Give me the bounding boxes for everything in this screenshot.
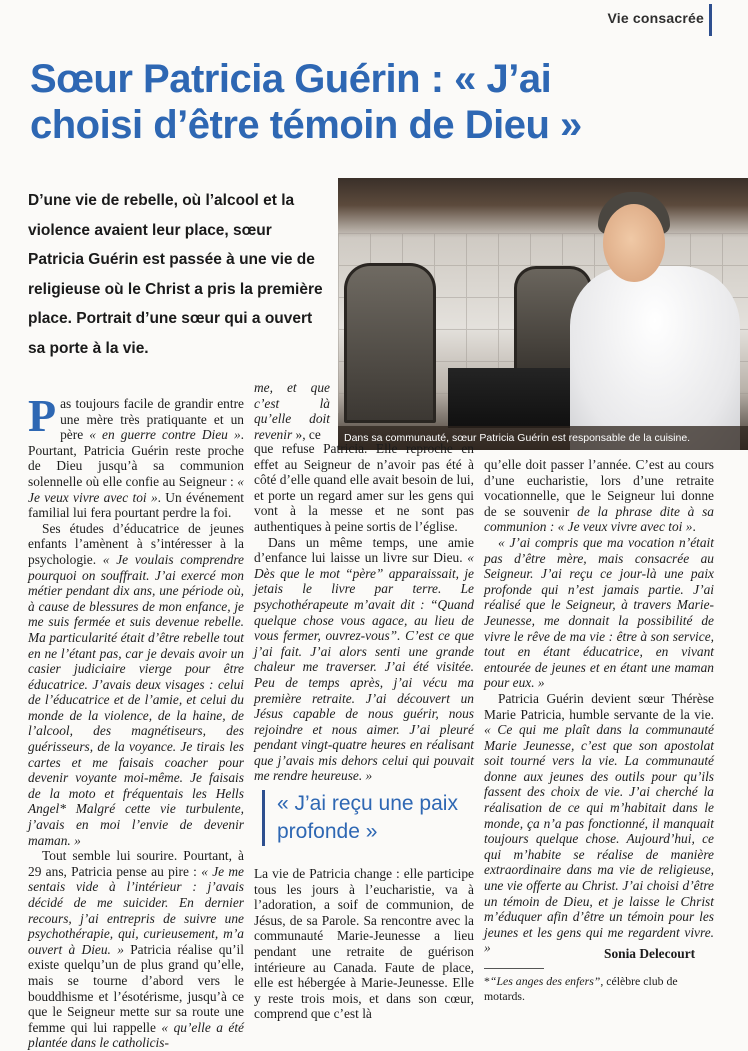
- quote-run: « Je veux vivre avec toi »: [28, 473, 244, 505]
- text-run: .: [692, 519, 696, 535]
- footnote-marker: *: [484, 974, 490, 988]
- article-title: [30, 56, 730, 148]
- photo-caption: Dans sa communauté, sœur Patricia Guérin est responsable de la cuisine.: [338, 426, 748, 450]
- footnote-divider: [484, 968, 544, 969]
- column-2: [254, 441, 474, 784]
- paragraph: [28, 848, 244, 1051]
- quote-run: « Dès que le mot “père” apparaissait, je jetais le livre par terre. Le psychothérapeute m’avait dit : “Quand quelque chose vous agace, au lieu de vous fermer, ouvrez-vous”. C’est ce que j’ai fait. J’ai alors senti une grande chaleur me traverser. J’ai été visitée. Peu de temps après, j’ai vécu ma première retraite. J’ai découvert un Jésus capable de nous guérir, nous rejoindre et nous aimer. J’ai pleuré pendant vingt-quatre heures en réalisant que j’avais mis dehors celui qui pouvait me rendre heureuse. »: [254, 550, 474, 784]
- paragraph: [28, 521, 244, 848]
- quote-run: « Je voulais comprendre pourquoi on souffrait. J’ai exercé mon métier pendant dix ans, une période où, à cause de blessures de mon enfance, je me suis fermée et suis devenue rebelle. Ma particularité était d’être rebelle tout en ne l’étant pas, car je devais avoir un casier judiciaire vierge pour être éducatrice. J’avais deux visages : celui de l’éducatrice et de l’amie, et celui du monde de la violence, de la haine, de l’alcool, des magnétiseurs, des guérisseurs, de la voyance. Je tirais les cartes et me faisais coacher pour devenir voyante moi-même. Je faisais de la moto et fréquentais les Hells Angel* Malgré cette vie turbulente, j’avais en moi l’envie de devenir maman. »: [28, 551, 244, 848]
- quote-run: « Je me sentais vide à l’intérieur : j’avais décidé de me suicider. En dernier recours, j’ai entrepris de suivre une psychothérapie, qui, curieusement, m’a ouvert à Dieu. »: [28, 863, 244, 957]
- title-bold: Sœur Patricia Guérin :: [30, 57, 444, 101]
- title-line1-rest: « J’ai: [443, 57, 552, 101]
- text-run: . Un événement familial lui fera pourtant perdre la foi.: [28, 489, 244, 521]
- text-run: », ce: [292, 426, 321, 442]
- text-run: qu’elle doit passer l’année. C’est au cours d’une eucharistie, lors d’une retraite vocationnelle, que le Seigneur lui donne de se souvenir: [484, 457, 714, 519]
- paragraph: [254, 535, 474, 785]
- quote-run: me, et que c’est là qu’elle doit revenir: [254, 380, 330, 442]
- section-bar: [709, 4, 712, 36]
- paragraph: [484, 691, 714, 956]
- article-lead: D’une vie de rebelle, où l’alcool et la violence avaient leur place, sœur Patricia Guérin est passée à une vie de religieuse où le Christ a pris la première place. Portrait d’une sœur qui a ouvert sa porte à la vie.: [28, 192, 323, 357]
- quote-run: « en guerre contre Dieu »: [89, 427, 241, 443]
- text-run: Dans un même temps, une amie d’enfance lui laisse un livre sur Dieu.: [254, 534, 474, 566]
- paragraph: [28, 390, 245, 521]
- title-line2: choisi d’être témoin de Dieu »: [30, 103, 582, 147]
- paragraph: [484, 535, 714, 691]
- paragraph: que refuse Patricia. Elle reproche en effet au Seigneur de n’avoir pas été à côté d’elle quand elle avait besoin de lui, et porte un regard amer sur les gens qui vont à la messe et ne sont pas authentiques à peine sortis de l’église.: [254, 441, 474, 534]
- pull-quote: « J’ai reçu une paix profonde »: [262, 790, 472, 846]
- photo-oven-left: [344, 263, 436, 423]
- paragraph: [484, 457, 714, 535]
- text-run: Tout semble lui sourire. Pourtant, à 29 ans, Patricia pense au pire :: [28, 848, 244, 879]
- photo-person-face: [603, 204, 665, 282]
- text-run: as toujours facile de grandir entre une mère très pratiquante et un père: [60, 396, 244, 443]
- text-run: Patricia réalise qu’il existe quelqu’un de plus grand qu’elle, mais se tourne d’abord vers le bouddhisme et l’ésotérisme, jusqu’à ce que le Seigneur mette sur sa route une femme qui lui rappelle: [28, 941, 244, 1035]
- column-2-top: [254, 380, 330, 442]
- quote-run: « J’ai compris que ma vocation n’était pas d’être mère, mais consacrée au Seigneur. J’ai reçu ce jour-là une paix profonde qui n’est jamais partie. J’ai réalisé que le Seigneur, à travers Marie-Jeunesse, me donnait la possibilité de vivre le rêve de ma vie : être à son service, tout en étant éducatrice, en vivant entourée de jeunes et en étant une maman pour eux. »: [484, 534, 714, 691]
- paragraph: La vie de Patricia change : elle participe tous les jours à l’eucharistie, va à l’adoration, a soif de communion, de Jésus, de sa Parole. Sa rencontre avec la communauté Marie-Jeunesse a lieu pendant une retraite de guérison intérieure au Canada. Faute de place, elle est hébergée à Marie-Jeunesse. Elle y reste trois mois, et dans son cœur, comprend que c’est là: [254, 866, 474, 1022]
- drop-cap: P: [28, 390, 57, 441]
- column-1: [28, 390, 245, 1051]
- footnote: [484, 974, 714, 1004]
- text-run: Patricia Guérin devient sœur Thérèse Marie Patricia, humble servante de la vie.: [484, 690, 714, 722]
- author-signature: Sonia Delecourt: [604, 946, 696, 961]
- paragraph: [254, 380, 330, 442]
- quote-run: de la phrase dite à sa communion : « Je veux vivre avec toi »: [484, 503, 714, 535]
- quote-run: « qu’elle a été plantée dans le catholicis-: [28, 1019, 245, 1051]
- column-3: [484, 457, 714, 956]
- footnote-text: , célèbre club de motards.: [484, 974, 678, 1003]
- text-run: . Pourtant, Patricia Guérin reste proche de Dieu jusqu’à sa communion solennelle où elle confie au Seigneur :: [28, 427, 245, 489]
- text-run: Ses études d’éducatrice de jeunes enfants l’amènent à s’intéresser à la psychologie.: [28, 520, 244, 567]
- photo-person-body: [570, 266, 740, 450]
- footnote-term: “Les anges des enfers”: [489, 974, 601, 988]
- article-photo: [338, 178, 748, 450]
- column-2-bottom: [254, 866, 474, 1022]
- quote-run: « Ce qui me plaît dans la communauté Marie Jeunesse, c’est que son apostolat soit tourné vers la vie. La communauté donne aux jeunes des outils pour qu’ils fassent des choix de vie. J’ai cherché la réalisation de ce qui m’habitait dans le monde, ça n’a pas fonctionné, il manquait toujours quelque chose. Aujourd’hui, ce qui m’habite se réalise de manière extraordinaire dans ma vie de religieuse, une vie offerte au Christ. J’ai choisi d’être un témoin de Dieu, et je laisse le Christ m’éduquer afin d’être un témoin pour les jeunes et les gens qui me regardent vivre. »: [484, 722, 714, 956]
- section-label: Vie consacrée: [607, 10, 704, 26]
